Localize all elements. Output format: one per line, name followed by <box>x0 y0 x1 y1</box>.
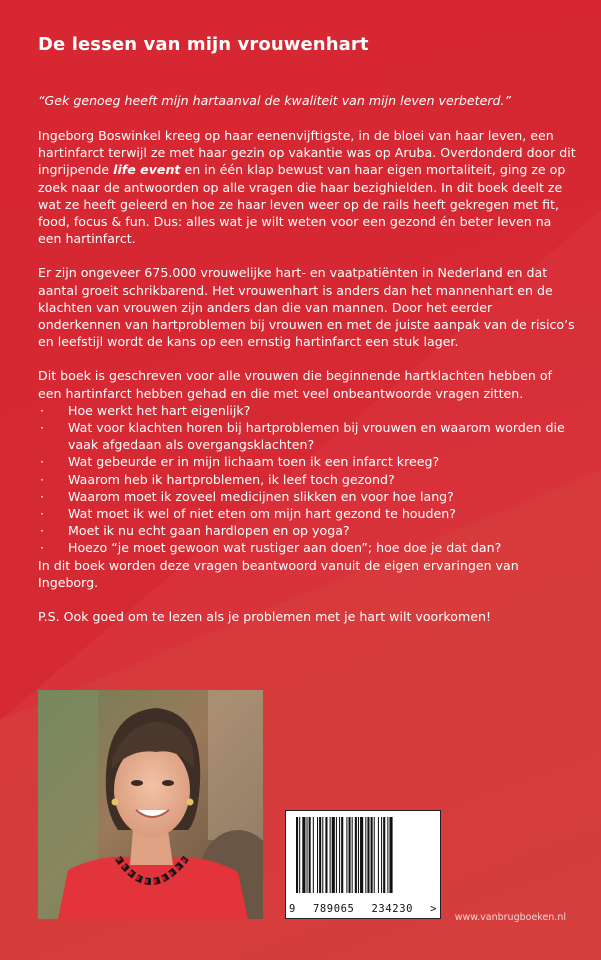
paragraph-intro-part2: en in één klap bewust van haar eigen mortaliteit, ging ze op zoek naar de antwoorden op alle vragen die haar bezighielden. In dit boek deelt ze wat ze heeft geleerd en hoe ze haar leven weer op de rails heeft gekregen met fit, food, focus & fun. Dus: alles wat je wilt weten voor een gezond én beter leven na een hartinfarct. <box>38 162 566 247</box>
isbn-digits <box>286 903 440 915</box>
barcode-bar <box>317 817 318 893</box>
question-text: Wat voor klachten horen bij hartproblemen bij vrouwen en waarom worden die vaak afgedaan als overgangsklachten? <box>68 420 565 453</box>
barcode-bar <box>330 817 331 893</box>
barcode-bar <box>378 817 379 893</box>
barcode-bar <box>341 817 343 893</box>
barcode-bars <box>286 811 440 895</box>
author-portrait-illustration <box>38 690 263 919</box>
questions-outro: In dit boek worden deze vragen beantwoord vanuit de eigen ervaringen van Ingeborg. <box>38 557 519 590</box>
barcode-bar <box>383 817 385 893</box>
barcode-bar <box>296 817 298 893</box>
bullet: · <box>40 454 45 470</box>
barcode-bar <box>332 817 335 893</box>
list-item <box>38 453 578 470</box>
barcode-bar <box>367 817 369 893</box>
isbn-barcode <box>285 810 441 919</box>
barcode-bar <box>358 817 359 893</box>
barcode-bar <box>352 817 353 893</box>
barcode-bar <box>313 817 314 893</box>
barcode-bar <box>381 817 382 893</box>
list-item <box>38 402 578 419</box>
isbn-group-2: 234230 <box>371 903 414 915</box>
barcode-bar <box>360 817 363 893</box>
barcode-bar <box>371 817 373 893</box>
life-event-emphasis: life event <box>113 162 181 178</box>
barcode-bar <box>365 817 366 893</box>
barcode-bar <box>346 817 347 893</box>
question-text: Waarom moet ik zoveel medicijnen slikken en voor hoe lang? <box>68 488 454 504</box>
isbn-group-1: 789065 <box>312 903 355 915</box>
bullet: · <box>40 471 45 487</box>
question-text: Waarom heb ik hartproblemen, ik leef toch gezond? <box>68 471 395 487</box>
barcode-bar <box>374 817 375 893</box>
list-item <box>38 488 578 505</box>
bullet: · <box>40 523 45 539</box>
barcode-bar <box>307 817 308 893</box>
barcode-bar <box>302 817 305 893</box>
paragraph-intro <box>38 127 578 247</box>
isbn-trail-mark: > <box>430 903 437 915</box>
questions-list <box>38 402 578 557</box>
question-text: Moet ik nu echt gaan hardlopen en op yoga? <box>68 523 350 539</box>
publisher-website: www.vanbrugboeken.nl <box>454 912 566 923</box>
bullet: · <box>40 402 45 418</box>
bullet: · <box>40 420 45 436</box>
isbn-lead-digit: 9 <box>289 903 296 915</box>
questions-intro: Dit boek is geschreven voor alle vrouwen die beginnende hartklachten hebben of een hartinfarct hebben gehad en die met veel onbeantwoorde vragen zitten. <box>38 368 552 401</box>
question-text: Hoe werkt het hart eigenlijk? <box>68 402 251 418</box>
list-item <box>38 539 578 556</box>
question-text: Wat moet ik wel of niet eten om mijn hart gezond te houden? <box>68 506 456 522</box>
question-text: Hoezo “je moet gewoon wat rustiger aan doen”; hoe doe je dat dan? <box>68 540 502 556</box>
list-item <box>38 522 578 539</box>
bullet: · <box>40 506 45 522</box>
bullet: · <box>40 488 45 504</box>
barcode-bar <box>355 817 357 893</box>
barcode-bar <box>387 817 388 893</box>
question-text: Wat gebeurde er in mijn lichaam toen ik een infarct kreeg? <box>68 454 440 470</box>
barcode-bar <box>309 817 311 893</box>
barcode-bar <box>339 817 340 893</box>
paragraph-intro-part1: Ingeborg Boswinkel kreeg op haar eenenvijftigste, in de bloei van haar leven, een hartinfarct terwijl ze met haar gezin op vakantie was op Aruba. Overdonderd door dit ingrijpende <box>38 128 576 178</box>
barcode-bar <box>336 817 337 893</box>
bullet: · <box>40 540 45 556</box>
barcode-bar <box>322 817 323 893</box>
barcode-bar <box>389 817 392 893</box>
postscript: P.S. Ook goed om te lezen als je problemen met je hart wilt voorkomen! <box>38 609 492 625</box>
paragraph-statistics: Er zijn ongeveer 675.000 vrouwelijke hart- en vaatpatiënten in Nederland en dat aantal groeit schrikbarend. Het vrouwenhart is anders dan het mannenhart en de klachten van vrouwen zijn anders dan die van mannen. Door het eerder onderkennen van hartproblemen bij vrouwen en met de juiste aanpak van de risico’s en leefstijl wordt de kans op een ernstig hartinfarct een stuk lager. <box>38 265 575 350</box>
barcode-bar <box>299 817 300 893</box>
barcode-bar <box>349 817 351 893</box>
blurb-text <box>38 127 578 642</box>
list-item <box>38 505 578 522</box>
questions-section <box>38 367 578 591</box>
barcode-bar <box>319 817 321 893</box>
barcode-bar <box>325 817 327 893</box>
opening-quote: “Gek genoeg heeft mijn hartaanval de kwaliteit van mijn leven verbeterd.” <box>38 93 512 108</box>
list-item <box>38 419 578 453</box>
author-photo <box>38 690 263 919</box>
book-title: De lessen van mijn vrouwenhart <box>38 34 369 55</box>
list-item <box>38 471 578 488</box>
